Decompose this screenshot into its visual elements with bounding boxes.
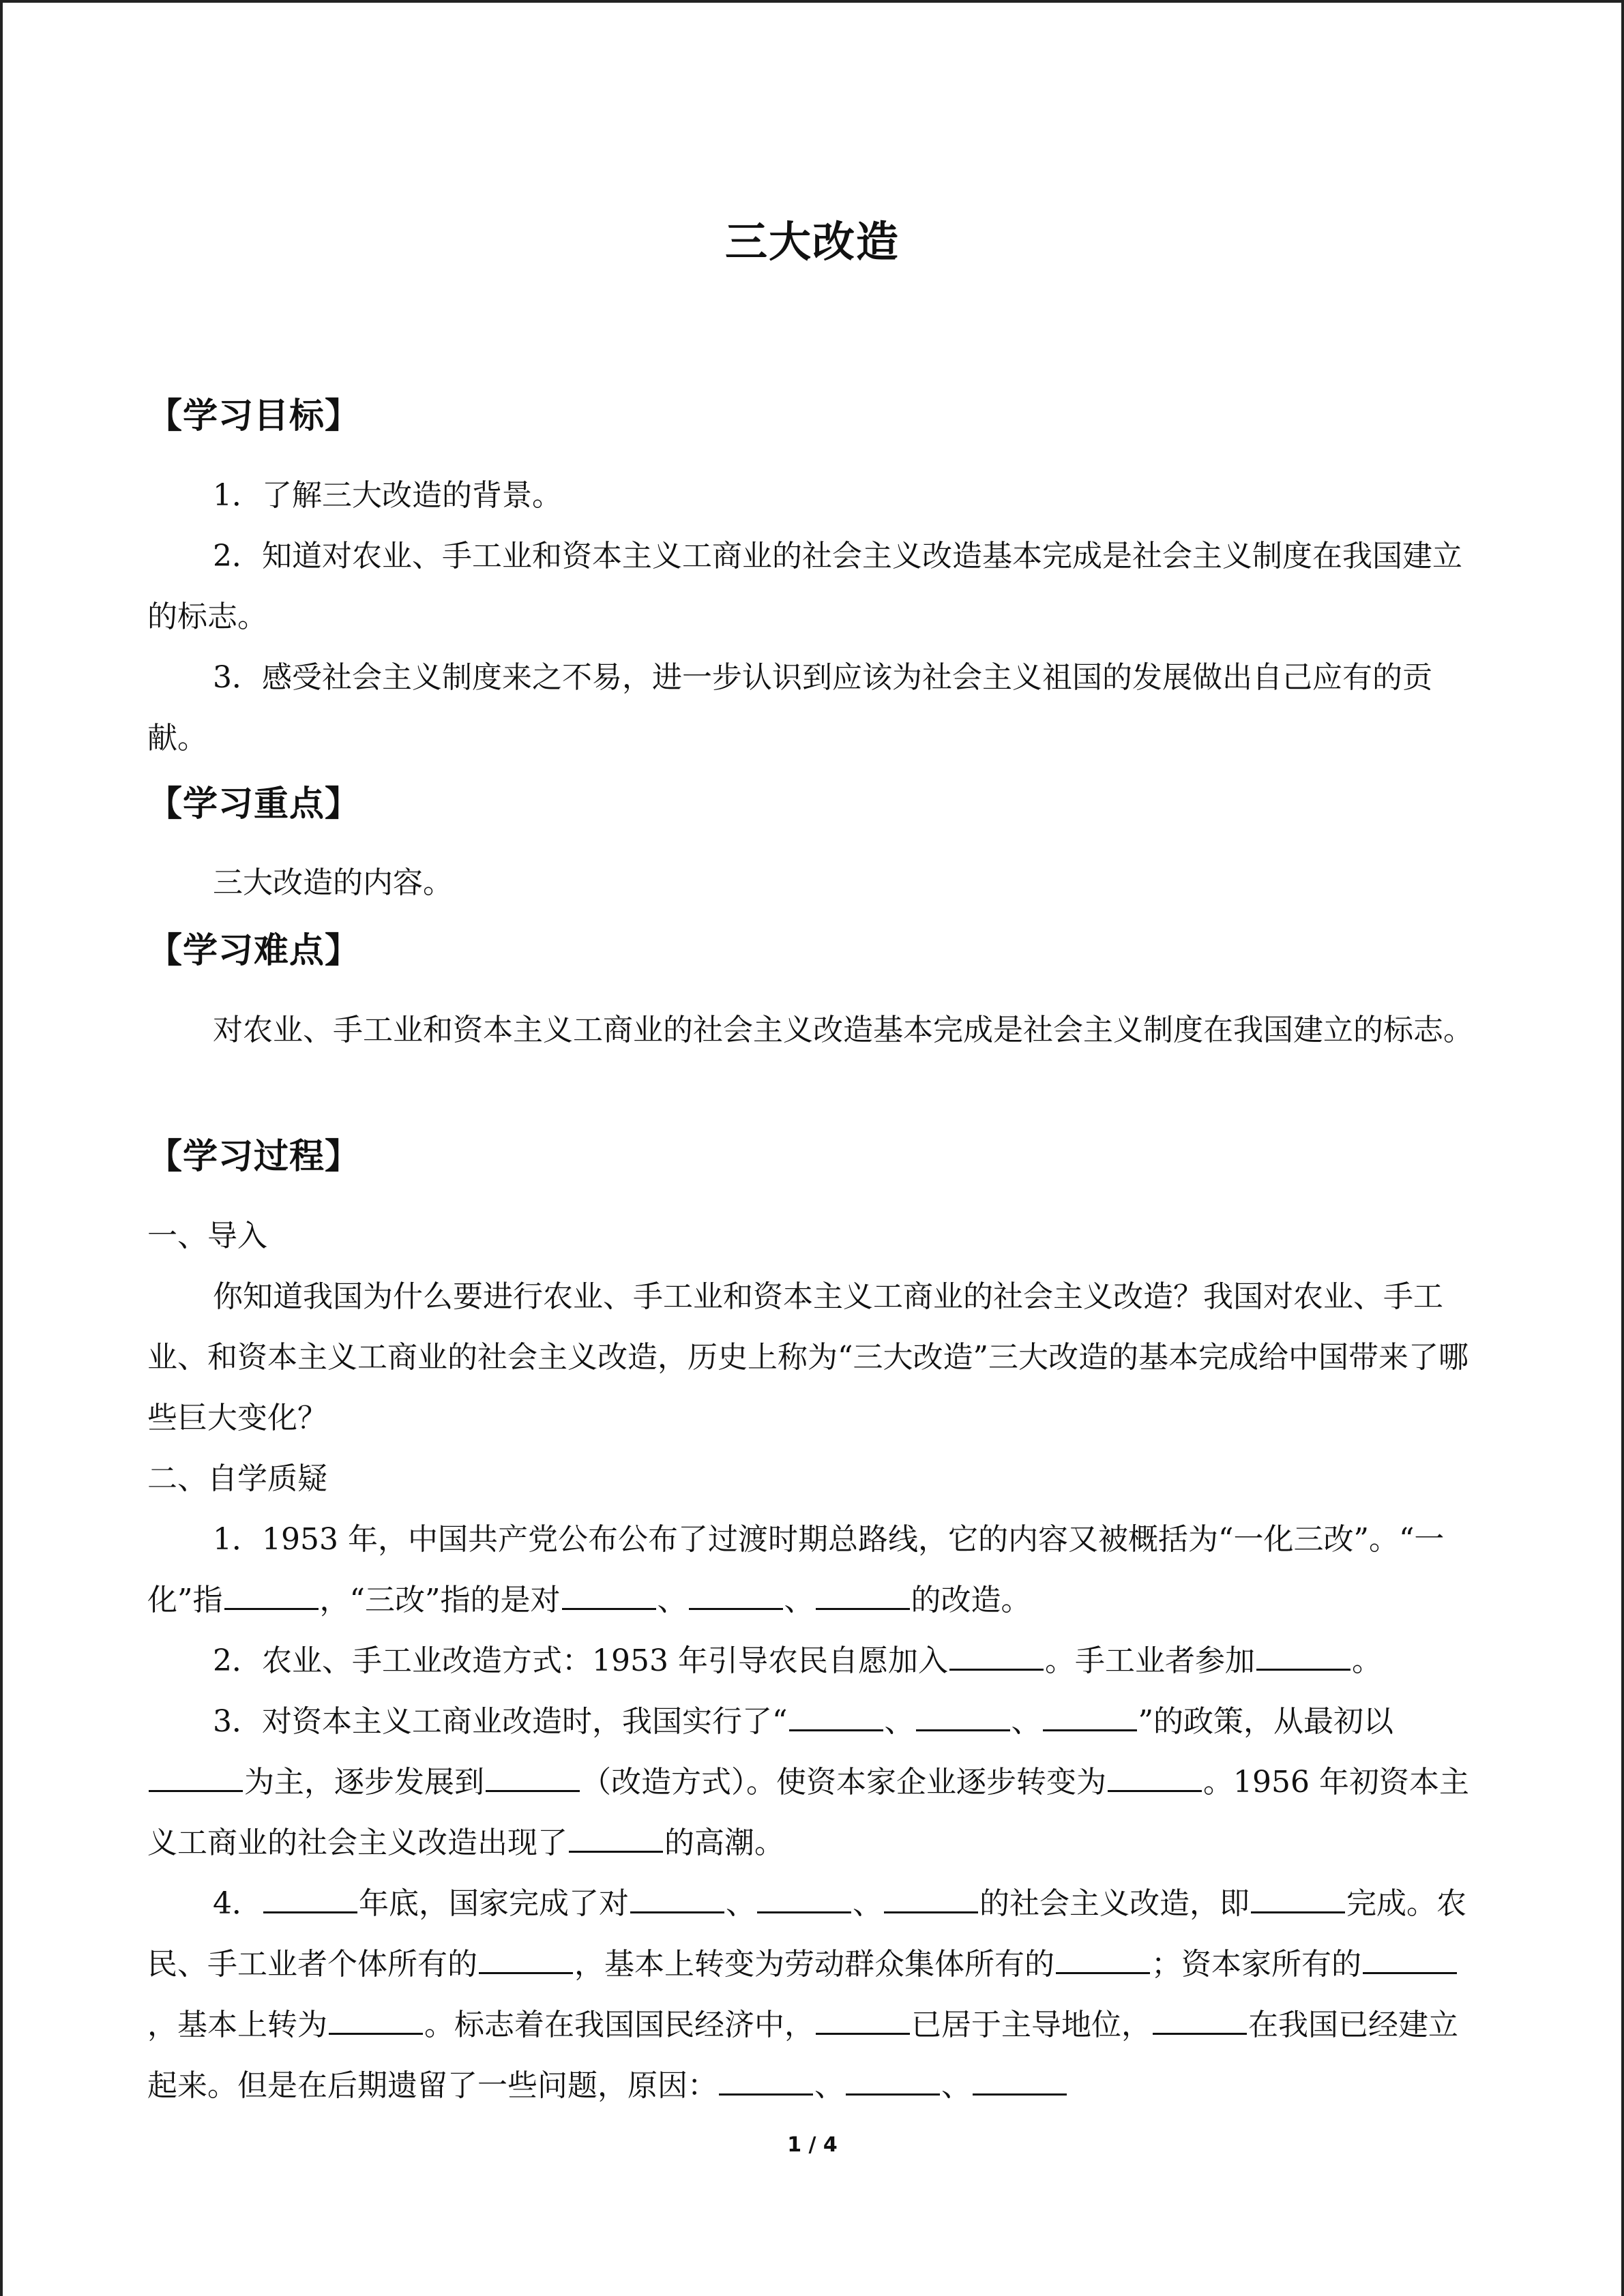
blank-field[interactable] [916, 1703, 1010, 1731]
blank-field[interactable] [486, 1764, 580, 1792]
difficulty-text: 对农业、手工业和资本主义工商业的社会主义改造基本完成是社会主义制度在我国建立的标志。 [213, 1013, 1473, 1047]
blank-field[interactable] [149, 1764, 243, 1792]
blank-field[interactable] [1043, 1703, 1137, 1731]
blank-field[interactable] [1256, 1643, 1350, 1671]
heading-process: 【学习过程】 [147, 1137, 361, 1177]
blank-field[interactable] [1363, 1946, 1457, 1974]
question-4 [147, 1873, 1477, 2116]
q4-text: 年底，国家完成了对 [359, 1886, 629, 1921]
q4-text: 、 [941, 2068, 971, 2103]
q4-text: 4． [213, 1886, 262, 1921]
q2-text: 。手工业者参加 [1044, 1643, 1255, 1678]
question-2 [147, 1630, 1477, 1691]
blank-field[interactable] [1251, 1885, 1345, 1913]
q3-text: 、 [884, 1704, 915, 1739]
q4-text: 已居于主导地位， [911, 2008, 1151, 2042]
q3-text: 。1956 年初资本主义工商业的社会主义改造出现了 [147, 1765, 1469, 1860]
question-3 [147, 1691, 1477, 1873]
q3-text: 、 [1011, 1704, 1042, 1739]
heading-difficulty: 【学习难点】 [147, 931, 361, 971]
self-study-label: 二、自学质疑 [147, 1461, 327, 1496]
blank-field[interactable] [630, 1885, 724, 1913]
blank-field[interactable] [757, 1885, 851, 1913]
question-1 [147, 1509, 1477, 1630]
document-page [147, 0, 1477, 2296]
q4-text: 、 [726, 1886, 756, 1921]
q3-text: 3．对资本主义工商业改造时，我国实行了“ [213, 1704, 788, 1739]
q4-text: ，基本上转变为劳动群众集体所有的 [574, 1947, 1054, 1982]
blank-field[interactable] [949, 1643, 1044, 1671]
key-points-text: 三大改造的内容。 [213, 865, 453, 900]
blank-field[interactable] [562, 1582, 656, 1610]
q4-text: 。标志着在我国国民经济中， [424, 2008, 814, 2042]
q4-text: 、 [853, 1886, 883, 1921]
q1-text: 的改造。 [911, 1583, 1031, 1617]
blank-field[interactable] [719, 2068, 813, 2096]
blank-field[interactable] [479, 1946, 573, 1974]
q3-text: （改造方式）。使资本家企业逐步转变为 [581, 1765, 1106, 1800]
page-border-left [0, 0, 3, 2296]
blank-field[interactable] [329, 2007, 423, 2035]
q4-text: 的社会主义改造，即 [979, 1886, 1250, 1921]
q3-text: ”的政策，从最初以 [1138, 1704, 1393, 1739]
blank-field[interactable] [846, 2068, 940, 2096]
heading-key-points: 【学习重点】 [147, 784, 361, 824]
blank-field[interactable] [1056, 1946, 1150, 1974]
goal-item-3: 3．感受社会主义制度来之不易，进一步认识到应该为社会主义祖国的发展做出自己应有的贡献。 [147, 660, 1432, 756]
blank-field[interactable] [569, 1825, 663, 1853]
q4-text: ；资本家所有的 [1151, 1947, 1361, 1982]
q1-text: 、 [657, 1583, 688, 1617]
intro-label: 一、导入 [147, 1219, 267, 1253]
blank-field[interactable] [789, 1703, 883, 1731]
q3-text: 为主，逐步发展到 [244, 1765, 484, 1800]
intro-text: 你知道我国为什么要进行农业、手工业和资本主义工商业的社会主义改造？我国对农业、手工业、和资本主义工商业的社会主义改造，历史上称为“三大改造”三大改造的基本完成给中国带来了哪些巨大变化？ [147, 1279, 1468, 1435]
blank-field[interactable] [884, 1885, 978, 1913]
q1-text: 1．1953 年，中国共产党公布公布了过渡时期总路线，它的内容又被概括为“一化三改”。“一化”指 [147, 1522, 1445, 1617]
blank-field[interactable] [1153, 2007, 1247, 2035]
q2-text: 。 [1351, 1643, 1382, 1678]
q4-text: 完成。农民、手工业者个体所有的 [147, 1886, 1466, 1982]
blank-field[interactable] [816, 1582, 910, 1610]
blank-field[interactable] [973, 2068, 1067, 2096]
q4-text: ，基本上转为 [147, 2008, 327, 2042]
page-title: 三大改造 [724, 217, 900, 267]
blank-field[interactable] [816, 2007, 910, 2035]
q4-text: 、 [814, 2068, 844, 2103]
q1-text: ，“三改”指的是对 [319, 1583, 561, 1617]
q4-text: 在我国已经建立起来。但是在后期遗留了一些问题，原因： [147, 2008, 1458, 2103]
blank-field[interactable] [263, 1885, 357, 1913]
goal-item-2: 2．知道对农业、手工业和资本主义工商业的社会主义改造基本完成是社会主义制度在我国建立的标志。 [147, 539, 1462, 634]
q3-text: 的高潮。 [664, 1825, 784, 1860]
page-number: 1 / 4 [787, 2133, 838, 2157]
goal-item-1: 1．了解三大改造的背景。 [213, 478, 562, 513]
blank-field[interactable] [224, 1582, 319, 1610]
heading-goals: 【学习目标】 [147, 396, 361, 436]
blank-field[interactable] [689, 1582, 783, 1610]
q2-text: 2．农业、手工业改造方式：1953 年引导农民自愿加入 [213, 1643, 948, 1678]
blank-field[interactable] [1108, 1764, 1202, 1792]
q1-text: 、 [784, 1583, 814, 1617]
page-border-right [1621, 0, 1624, 2296]
